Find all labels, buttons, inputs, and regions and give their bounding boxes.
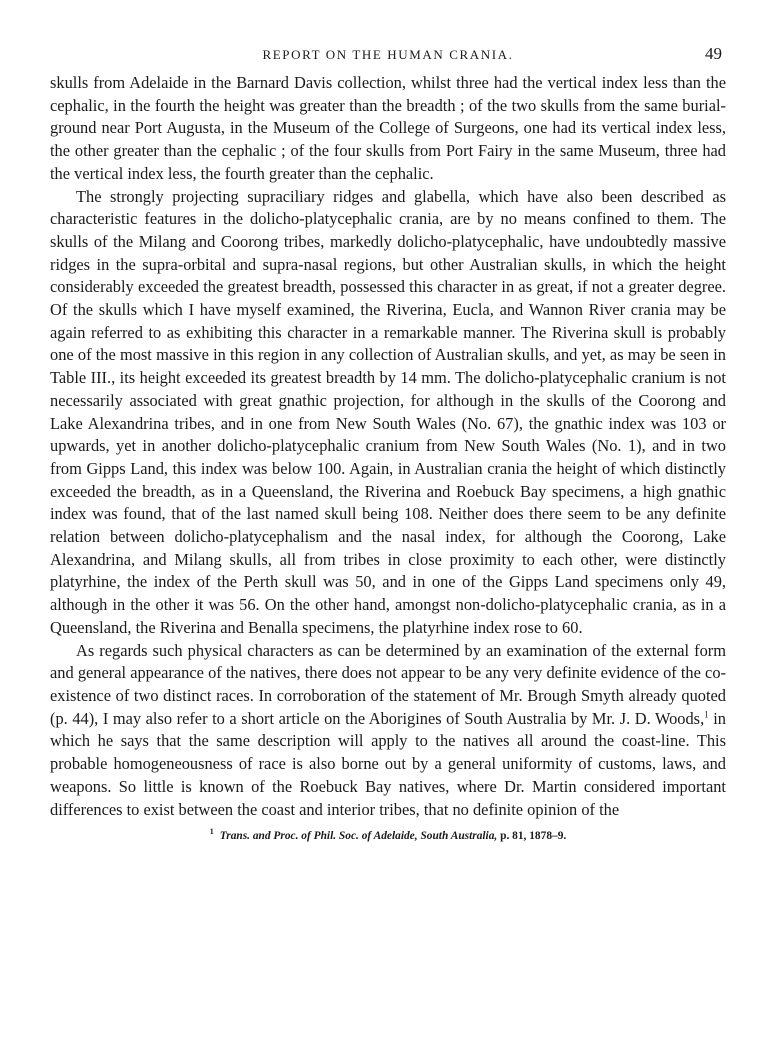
footnote-reference: 1 <box>704 709 709 720</box>
body-text <box>50 72 726 821</box>
footnote-source: Trans. and Proc. of Phil. Soc. of Adelaide, South Australia, <box>219 830 498 842</box>
footnote-marker: 1 <box>209 827 214 837</box>
footnote-citation: p. 81, 1878–9. <box>497 830 567 842</box>
page-number: 49 <box>705 44 722 63</box>
footnote <box>50 825 726 843</box>
paragraph-physical-characters <box>50 640 726 822</box>
running-title: REPORT ON THE HUMAN CRANIA. <box>262 47 514 62</box>
paragraph-text-part-1: As regards such physical characters as can be determined by an examination of the external form and general appearance of the natives, there does not appear to be any very definite evidence of the co-existence of two distinct races. In corroboration of the statement of Mr. Brough Smyth already quoted (p. 44), I may also refer to a short article on the Aborigines of South Australia by Mr. J. D. Woods, <box>50 640 726 728</box>
page-header <box>50 44 726 72</box>
document-page <box>50 44 726 843</box>
paragraph-continued: skulls from Adelaide in the Barnard Davis collection, whilst three had the vertical index less than the cephalic, in the fourth the height was greater than the breadth ; of the two skulls from the same burial-ground near Port Augusta, in the Museum of the College of Surgeons, one had its vertical index less, the other greater than the cephalic ; of the four skulls from Port Fairy in the same Museum, three had the vertical index less, the fourth greater than the cephalic. <box>50 73 726 183</box>
paragraph-supraciliary-ridges: The strongly projecting supraciliary ridges and glabella, which have also been described as characteristic features in the dolicho-platycephalic crania, are by no means confined to them. The skulls of the Milang and Coorong tribes, markedly dolicho-platycephalic, have undoubtedly massive ridges in the supra-orbital and supra-nasal regions, but other Australian skulls, in which the height considerably exceeded the greatest breadth, possessed this character in as great, if not a greater degree. Of the skulls which I have myself examined, the Riverina, Eucla, and Wannon River crania may be again referred to as exhibiting this character in a remarkable manner. The Riverina skull is probably one of the most massive in this region in any collection of Australian skulls, and yet, as may be seen in Table III., its height exceeded its greatest breadth by 14 mm. The dolicho-platycephalic cranium is not necessarily associated with great gnathic projection, for although in the skulls of the Coorong and Lake Alexandrina tribes, and in one from New South Wales (No. 67), the gnathic index was 103 or upwards, yet in another dolicho-platycephalic cranium from New South Wales (No. 1), and in two from Gipps Land, this index was below 100. Again, in Australian crania the height of which distinctly exceeded the breadth, as in a Queensland, the Riverina and Roebuck Bay specimens, a high gnathic index was found, that of the last named skull being 108. Neither does there seem to be any definite relation between dolicho-platycephalism and the nasal index, for although the Coorong, Lake Alexandrina, and Milang skulls, all from tribes in close proximity to each other, were distinctly platyrhine, the index of the Perth skull was 50, and in one of the Gipps Land specimens only 49, although in the other it was 56. On the other hand, amongst non-dolicho-platycephalic crania, as in a Queensland, the Riverina and Benalla specimens, the platyrhine index rose to 60. <box>50 186 726 637</box>
paragraph-text-part-2: in which he says that the same description will apply to the natives all around the coast-line. This probable homogeneousness of race is also borne out by a general uniformity of customs, laws, and weapons. So little is known of the Roebuck Bay natives, where Dr. Martin considered important differences to exist between the coast and interior tribes, that no definite opinion of the <box>50 708 726 819</box>
